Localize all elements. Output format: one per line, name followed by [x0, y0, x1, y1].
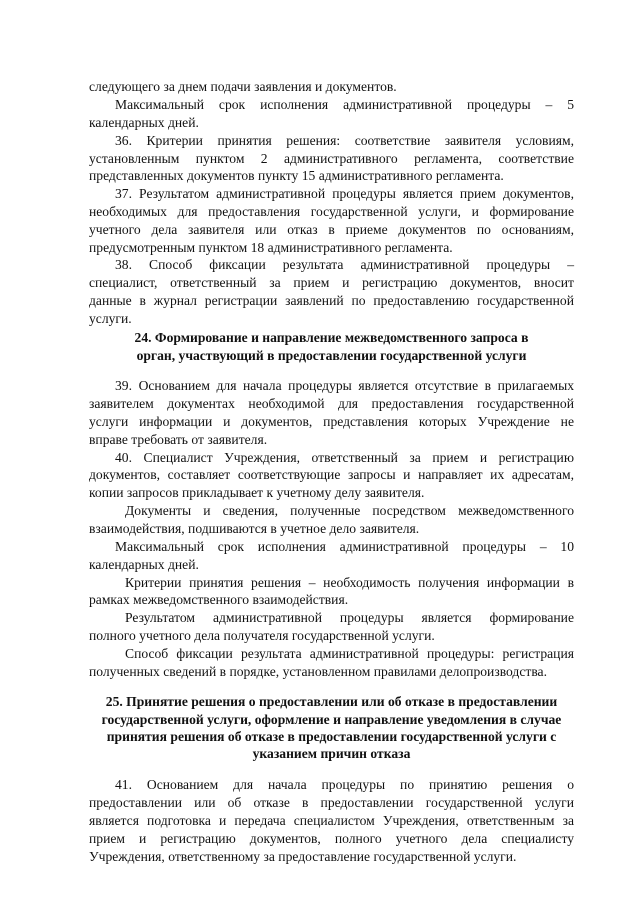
body-text-line: копии запросов прикладывает к учетному делу заявителя.	[89, 485, 425, 500]
body-text-line: взаимодействия, подшиваются в учетное дело заявителя.	[89, 521, 420, 536]
body-text-line: 36. Критерии принятия решения: соответствие заявителя условиям,	[115, 133, 574, 148]
body-text-line: необходимых для предоставления государственной услуги, и формирование	[89, 204, 574, 219]
section-heading-line: 25. Принятие решения о предоставлении или об отказе в предоставлении	[105, 694, 558, 709]
body-text-line: услуги.	[89, 311, 132, 326]
body-text-line: Способ фиксации результата административной процедуры: регистрация	[125, 646, 574, 661]
body-text-line: рамках межведомственного взаимодействия.	[89, 592, 349, 607]
body-text-line: услуги информации и документов, представления которых Учреждение не	[89, 414, 574, 429]
body-text-line: Максимальный срок исполнения административной процедуры – 5	[115, 97, 574, 112]
section-heading-line: 24. Формирование и направление межведомственного запроса в	[134, 330, 529, 345]
body-text-line: полученных сведений в порядке, установленном правилами делопроизводства.	[89, 664, 547, 679]
body-text-line: учетного дела заявителя или отказ в приеме документов по основаниям,	[89, 222, 574, 237]
body-text-line: Документы и сведения, полученные посредством межведомственного	[125, 503, 574, 518]
body-text-line: представленных документов пункту 15 административного регламента.	[89, 168, 504, 183]
body-text-line: 39. Основанием для начала процедуры является отсутствие в прилагаемых	[115, 378, 574, 393]
body-text-line: календарных дней.	[89, 557, 199, 572]
section-heading-line: принятия решения об отказе в предоставлении государственной услуги с	[106, 729, 557, 744]
body-text-line: следующего за днем подачи заявления и документов.	[89, 79, 397, 94]
body-text-line: специалист, ответственный за прием и регистрацию документов, вносит	[89, 275, 574, 290]
body-text-line: предоставлении или об отказе в предоставлении государственной услуги	[89, 795, 574, 810]
body-text-line: вправе требовать от заявителя.	[89, 432, 268, 447]
body-text-line: Результатом административной процедуры является формирование	[125, 610, 574, 625]
body-text-line: календарных дней.	[89, 115, 199, 130]
body-text-line: полного учетного дела получателя государственной услуги.	[89, 628, 435, 643]
section-heading-line: указанием причин отказа	[252, 746, 411, 761]
section-heading-line: государственной услуги, оформление и направление уведомления в случае	[101, 712, 562, 727]
body-text-line: 40. Специалист Учреждения, ответственный за прием и регистрацию	[115, 450, 574, 465]
body-text-line: прием и регистрацию документов, полного учетного дела специалисту	[89, 831, 574, 846]
body-text-line: Максимальный срок исполнения административной процедуры – 10	[115, 539, 574, 554]
body-text-line: установленным пунктом 2 административного регламента, соответствие	[89, 151, 574, 166]
body-text-line: предусмотренным пунктом 18 административного регламента.	[89, 240, 453, 255]
body-text-line: документов, составляет соответствующие запросы и направляет их адресатам,	[89, 467, 574, 482]
body-text-line: данные в журнал регистрации заявлений по предоставлению государственной	[89, 293, 574, 308]
body-text-line: заявителем документах необходимой для предоставления государственной	[89, 396, 574, 411]
body-text-line: Критерии принятия решения – необходимость получения информации в	[125, 575, 574, 590]
body-text-line: Учреждения, ответственному за предоставление государственной услуги.	[89, 849, 517, 864]
body-text-line: 41. Основанием для начала процедуры по принятию решения о	[115, 777, 574, 792]
body-text-line: является подготовка и передача специалистом Учреждения, ответственным за	[89, 813, 574, 828]
body-text-line: 37. Результатом административной процедуры является прием документов,	[115, 186, 574, 201]
section-heading-line: орган, участвующий в предоставлении государственной услуги	[136, 348, 527, 363]
body-text-line: 38. Способ фиксации результата административной процедуры –	[115, 257, 574, 272]
